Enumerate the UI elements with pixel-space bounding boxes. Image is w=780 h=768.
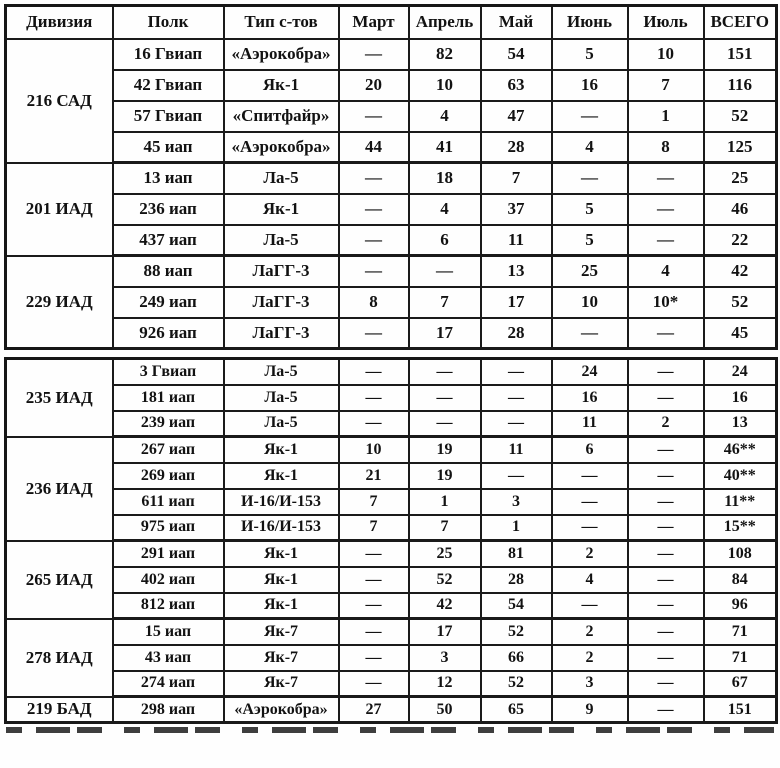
total-cell: 22 <box>704 225 777 256</box>
month-value-cell-june: 10 <box>552 287 628 318</box>
regiment-cell: 16 Гвиап <box>113 39 224 70</box>
regiment-cell: 267 иап <box>113 437 224 463</box>
total-cell: 13 <box>704 411 777 437</box>
regiment-cell: 45 иап <box>113 132 224 163</box>
column-header: Март <box>339 6 409 39</box>
month-value-cell-march: — <box>339 39 409 70</box>
month-value-cell-june: 11 <box>552 411 628 437</box>
month-value-cell-july: — <box>628 619 704 645</box>
month-value-cell-april: 1 <box>409 489 481 515</box>
column-header: Дивизия <box>6 6 113 39</box>
month-value-cell-july: 1 <box>628 101 704 132</box>
month-value-cell-may: — <box>481 463 552 489</box>
month-value-cell-june: 25 <box>552 256 628 287</box>
month-value-cell-april: 25 <box>409 541 481 567</box>
month-value-cell-march: — <box>339 359 409 385</box>
table-row <box>6 619 777 645</box>
aircraft-type-cell: Як-1 <box>224 541 339 567</box>
total-cell: 108 <box>704 541 777 567</box>
month-value-cell-may: 1 <box>481 515 552 541</box>
aircraft-type-cell: Ла-5 <box>224 411 339 437</box>
regiment-cell: 88 иап <box>113 256 224 287</box>
aircraft-type-cell: Як-1 <box>224 437 339 463</box>
month-value-cell-march: 20 <box>339 70 409 101</box>
regiment-cell: 437 иап <box>113 225 224 256</box>
month-value-cell-march: 44 <box>339 132 409 163</box>
month-value-cell-april: 82 <box>409 39 481 70</box>
month-value-cell-march: — <box>339 163 409 194</box>
table-row <box>6 359 777 385</box>
aircraft-type-cell: И-16/И-153 <box>224 515 339 541</box>
column-header: ВСЕГО <box>704 6 777 39</box>
column-header: Апрель <box>409 6 481 39</box>
month-value-cell-may: 11 <box>481 225 552 256</box>
regiment-cell: 43 иап <box>113 645 224 671</box>
month-value-cell-may: 52 <box>481 671 552 697</box>
table-row <box>6 437 777 463</box>
month-value-cell-march: — <box>339 318 409 349</box>
table-row <box>6 645 777 671</box>
month-value-cell-june: — <box>552 318 628 349</box>
table-row <box>6 225 777 256</box>
month-value-cell-march: — <box>339 225 409 256</box>
month-value-cell-july: 10 <box>628 39 704 70</box>
total-cell: 71 <box>704 645 777 671</box>
month-value-cell-june: — <box>552 101 628 132</box>
total-cell: 125 <box>704 132 777 163</box>
month-value-cell-july: — <box>628 567 704 593</box>
month-value-cell-may: 54 <box>481 39 552 70</box>
total-cell: 71 <box>704 619 777 645</box>
month-value-cell-april: 17 <box>409 318 481 349</box>
division-cell: 235 ИАД <box>6 359 113 437</box>
aircraft-table-part-2 <box>4 357 778 724</box>
month-value-cell-june: 2 <box>552 541 628 567</box>
aircraft-type-cell: «Аэрокобра» <box>224 697 339 723</box>
column-header: Тип с-тов <box>224 6 339 39</box>
table-row <box>6 567 777 593</box>
month-value-cell-june: 16 <box>552 385 628 411</box>
table-row <box>6 541 777 567</box>
month-value-cell-april: 3 <box>409 645 481 671</box>
month-value-cell-march: — <box>339 385 409 411</box>
table-row <box>6 593 777 619</box>
month-value-cell-july: 7 <box>628 70 704 101</box>
month-value-cell-june: 4 <box>552 567 628 593</box>
division-cell: 219 БАД <box>6 697 113 723</box>
month-value-cell-march: — <box>339 593 409 619</box>
aircraft-type-cell: Ла-5 <box>224 163 339 194</box>
table-row <box>6 697 777 723</box>
table-row <box>6 489 777 515</box>
table-row <box>6 318 777 349</box>
total-cell: 24 <box>704 359 777 385</box>
table-row <box>6 101 777 132</box>
total-cell: 151 <box>704 697 777 723</box>
month-value-cell-june: — <box>552 463 628 489</box>
month-value-cell-may: 54 <box>481 593 552 619</box>
table-row <box>6 132 777 163</box>
month-value-cell-may: 17 <box>481 287 552 318</box>
month-value-cell-july: 10* <box>628 287 704 318</box>
column-header: Июль <box>628 6 704 39</box>
aircraft-type-cell: «Аэрокобра» <box>224 132 339 163</box>
month-value-cell-april: — <box>409 256 481 287</box>
aircraft-table-part-1 <box>4 4 778 350</box>
total-cell: 15** <box>704 515 777 541</box>
month-value-cell-april: 12 <box>409 671 481 697</box>
total-cell: 52 <box>704 101 777 132</box>
month-value-cell-march: — <box>339 619 409 645</box>
aircraft-type-cell: Як-1 <box>224 70 339 101</box>
month-value-cell-july: — <box>628 463 704 489</box>
aircraft-type-cell: Ла-5 <box>224 385 339 411</box>
month-value-cell-may: 11 <box>481 437 552 463</box>
column-header: Май <box>481 6 552 39</box>
table-row <box>6 194 777 225</box>
month-value-cell-june: 9 <box>552 697 628 723</box>
regiment-cell: 402 иап <box>113 567 224 593</box>
regiment-cell: 975 иап <box>113 515 224 541</box>
table-row <box>6 411 777 437</box>
month-value-cell-april: 7 <box>409 287 481 318</box>
month-value-cell-march: 8 <box>339 287 409 318</box>
month-value-cell-may: 37 <box>481 194 552 225</box>
month-value-cell-july: — <box>628 359 704 385</box>
division-cell: 236 ИАД <box>6 437 113 541</box>
month-value-cell-july: — <box>628 671 704 697</box>
month-value-cell-april: 50 <box>409 697 481 723</box>
total-cell: 46** <box>704 437 777 463</box>
month-value-cell-may: 28 <box>481 318 552 349</box>
month-value-cell-april: 4 <box>409 101 481 132</box>
total-cell: 45 <box>704 318 777 349</box>
table-row <box>6 515 777 541</box>
month-value-cell-july: 2 <box>628 411 704 437</box>
month-value-cell-june: 16 <box>552 70 628 101</box>
month-value-cell-june: 4 <box>552 132 628 163</box>
column-header: Полк <box>113 6 224 39</box>
aircraft-type-cell: Як-1 <box>224 593 339 619</box>
month-value-cell-may: — <box>481 411 552 437</box>
regiment-cell: 15 иап <box>113 619 224 645</box>
month-value-cell-june: 5 <box>552 39 628 70</box>
regiment-cell: 274 иап <box>113 671 224 697</box>
regiment-cell: 181 иап <box>113 385 224 411</box>
table-row <box>6 287 777 318</box>
regiment-cell: 298 иап <box>113 697 224 723</box>
month-value-cell-july: — <box>628 318 704 349</box>
month-value-cell-may: 47 <box>481 101 552 132</box>
column-header: Июнь <box>552 6 628 39</box>
aircraft-type-cell: ЛаГГ-3 <box>224 318 339 349</box>
month-value-cell-march: — <box>339 194 409 225</box>
month-value-cell-may: 66 <box>481 645 552 671</box>
month-value-cell-june: — <box>552 489 628 515</box>
month-value-cell-march: 7 <box>339 515 409 541</box>
month-value-cell-june: — <box>552 593 628 619</box>
table-row <box>6 671 777 697</box>
month-value-cell-march: — <box>339 411 409 437</box>
total-cell: 25 <box>704 163 777 194</box>
page-split-gap <box>4 350 777 357</box>
total-cell: 42 <box>704 256 777 287</box>
total-cell: 96 <box>704 593 777 619</box>
aircraft-type-cell: «Аэрокобра» <box>224 39 339 70</box>
month-value-cell-july: — <box>628 645 704 671</box>
regiment-cell: 239 иап <box>113 411 224 437</box>
month-value-cell-april: 52 <box>409 567 481 593</box>
month-value-cell-april: — <box>409 385 481 411</box>
month-value-cell-april: 10 <box>409 70 481 101</box>
month-value-cell-june: 2 <box>552 619 628 645</box>
month-value-cell-march: 10 <box>339 437 409 463</box>
month-value-cell-june: 5 <box>552 194 628 225</box>
division-cell: 229 ИАД <box>6 256 113 349</box>
regiment-cell: 611 иап <box>113 489 224 515</box>
division-cell: 201 ИАД <box>6 163 113 256</box>
month-value-cell-june: — <box>552 163 628 194</box>
month-value-cell-march: — <box>339 567 409 593</box>
month-value-cell-march: — <box>339 256 409 287</box>
month-value-cell-july: — <box>628 163 704 194</box>
aircraft-type-cell: Ла-5 <box>224 359 339 385</box>
month-value-cell-april: 41 <box>409 132 481 163</box>
aircraft-type-cell: Як-7 <box>224 619 339 645</box>
aircraft-type-cell: «Спитфайр» <box>224 101 339 132</box>
regiment-cell: 42 Гвиап <box>113 70 224 101</box>
table-row <box>6 463 777 489</box>
month-value-cell-may: 28 <box>481 132 552 163</box>
month-value-cell-march: 7 <box>339 489 409 515</box>
regiment-cell: 13 иап <box>113 163 224 194</box>
total-cell: 46 <box>704 194 777 225</box>
month-value-cell-july: — <box>628 489 704 515</box>
header-row <box>6 6 777 39</box>
month-value-cell-march: — <box>339 671 409 697</box>
month-value-cell-april: 19 <box>409 437 481 463</box>
total-cell: 16 <box>704 385 777 411</box>
month-value-cell-march: — <box>339 101 409 132</box>
month-value-cell-may: 28 <box>481 567 552 593</box>
month-value-cell-july: — <box>628 194 704 225</box>
month-value-cell-march: — <box>339 645 409 671</box>
aircraft-type-cell: Як-1 <box>224 463 339 489</box>
month-value-cell-may: 81 <box>481 541 552 567</box>
month-value-cell-june: 3 <box>552 671 628 697</box>
month-value-cell-june: — <box>552 515 628 541</box>
table-row <box>6 70 777 101</box>
month-value-cell-june: 6 <box>552 437 628 463</box>
month-value-cell-may: 52 <box>481 619 552 645</box>
month-value-cell-june: 5 <box>552 225 628 256</box>
month-value-cell-march: — <box>339 541 409 567</box>
total-cell: 84 <box>704 567 777 593</box>
month-value-cell-may: 7 <box>481 163 552 194</box>
regiment-cell: 57 Гвиап <box>113 101 224 132</box>
division-cell: 278 ИАД <box>6 619 113 697</box>
month-value-cell-july: — <box>628 593 704 619</box>
regiment-cell: 812 иап <box>113 593 224 619</box>
month-value-cell-march: 21 <box>339 463 409 489</box>
month-value-cell-april: 7 <box>409 515 481 541</box>
month-value-cell-july: — <box>628 437 704 463</box>
regiment-cell: 236 иап <box>113 194 224 225</box>
month-value-cell-may: 3 <box>481 489 552 515</box>
month-value-cell-july: — <box>628 225 704 256</box>
month-value-cell-april: 17 <box>409 619 481 645</box>
regiment-cell: 269 иап <box>113 463 224 489</box>
total-cell: 52 <box>704 287 777 318</box>
month-value-cell-april: — <box>409 411 481 437</box>
month-value-cell-july: — <box>628 541 704 567</box>
month-value-cell-april: 4 <box>409 194 481 225</box>
month-value-cell-july: 8 <box>628 132 704 163</box>
table-row <box>6 256 777 287</box>
aircraft-type-cell: ЛаГГ-3 <box>224 287 339 318</box>
month-value-cell-july: — <box>628 697 704 723</box>
month-value-cell-april: 19 <box>409 463 481 489</box>
regiment-cell: 926 иап <box>113 318 224 349</box>
month-value-cell-may: 65 <box>481 697 552 723</box>
table-row <box>6 385 777 411</box>
aircraft-type-cell: Як-7 <box>224 671 339 697</box>
total-cell: 11** <box>704 489 777 515</box>
total-cell: 67 <box>704 671 777 697</box>
regiment-cell: 249 иап <box>113 287 224 318</box>
month-value-cell-april: 42 <box>409 593 481 619</box>
total-cell: 40** <box>704 463 777 489</box>
division-cell: 265 ИАД <box>6 541 113 619</box>
aircraft-type-cell: Як-1 <box>224 567 339 593</box>
month-value-cell-april: — <box>409 359 481 385</box>
regiment-cell: 291 иап <box>113 541 224 567</box>
month-value-cell-june: 24 <box>552 359 628 385</box>
month-value-cell-may: 13 <box>481 256 552 287</box>
month-value-cell-april: 18 <box>409 163 481 194</box>
division-cell: 216 САД <box>6 39 113 163</box>
month-value-cell-may: — <box>481 359 552 385</box>
aircraft-type-cell: ЛаГГ-3 <box>224 256 339 287</box>
month-value-cell-march: 27 <box>339 697 409 723</box>
table-row <box>6 39 777 70</box>
aircraft-type-cell: Ла-5 <box>224 225 339 256</box>
regiment-cell: 3 Гвиап <box>113 359 224 385</box>
cutoff-text-strip <box>6 727 774 733</box>
month-value-cell-july: — <box>628 385 704 411</box>
month-value-cell-april: 6 <box>409 225 481 256</box>
aircraft-type-cell: Як-1 <box>224 194 339 225</box>
total-cell: 151 <box>704 39 777 70</box>
month-value-cell-may: 63 <box>481 70 552 101</box>
month-value-cell-may: — <box>481 385 552 411</box>
aircraft-type-cell: Як-7 <box>224 645 339 671</box>
month-value-cell-july: — <box>628 515 704 541</box>
table-row <box>6 163 777 194</box>
month-value-cell-june: 2 <box>552 645 628 671</box>
month-value-cell-july: 4 <box>628 256 704 287</box>
total-cell: 116 <box>704 70 777 101</box>
aircraft-type-cell: И-16/И-153 <box>224 489 339 515</box>
